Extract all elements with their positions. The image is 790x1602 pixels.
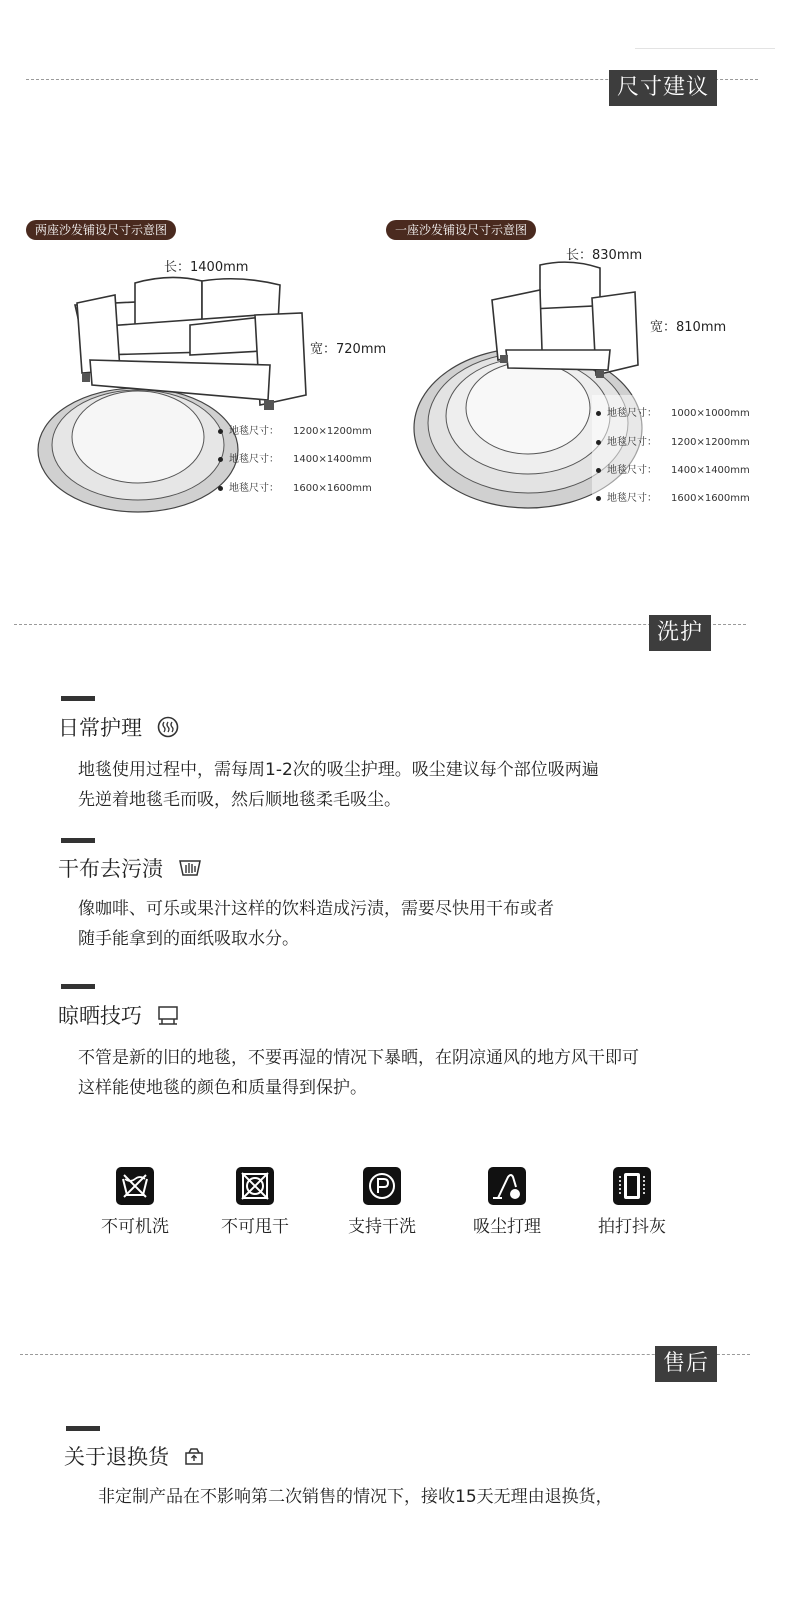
drying-rack-icon <box>157 1004 179 1031</box>
no-machine-wash-icon <box>116 1167 154 1205</box>
return-box-icon <box>184 1446 204 1471</box>
care-item-text: 不管是新的旧的地毯，不要再湿的情况下暴晒，在阴凉通风的地方风干即可 这样能使地毯的颜色和质量得到保护。 <box>78 1048 639 1098</box>
bullet-dot <box>596 468 601 473</box>
vacuum-icon <box>488 1167 526 1205</box>
bullet-dot <box>596 440 601 445</box>
symbol-label: 不可甩干 <box>221 1217 289 1237</box>
after-sales-tag: 售后 <box>655 1346 717 1382</box>
bullet-dot <box>218 429 223 434</box>
after-sales-title: 关于退换货 <box>64 1441 204 1471</box>
bullet-dot <box>596 496 601 501</box>
care-item-text: 像咖啡、可乐或果汁这样的饮料造成污渍，需要尽快用干布或者 随手能拿到的面纸吸取水分。 <box>78 899 554 949</box>
one-seat-length: 长：830mm <box>566 248 643 263</box>
care-section-divider <box>14 624 746 625</box>
care-section-tag: 洗护 <box>649 615 711 651</box>
two-seat-rug-label: 地毯尺寸： 1600×1600mm <box>218 479 372 494</box>
two-seat-caption: 两座沙发铺设尺寸示意图 <box>26 220 176 240</box>
hand-wash-icon <box>178 857 202 884</box>
care-item-title: 晾晒技巧 <box>58 1000 179 1031</box>
symbol-label: 吸尘打理 <box>473 1217 541 1237</box>
title-accent-bar <box>61 696 95 701</box>
after-sales-text: 非定制产品在不影响第二次销售的情况下，接收15天无理由退换货， <box>98 1487 613 1507</box>
symbol-label: 拍打抖灰 <box>598 1217 666 1237</box>
care-item-text: 地毯使用过程中，需每周1-2次的吸尘护理。吸尘建议每个部位吸两遍 先逆着地毯毛而吸，然后顺地毯柔毛吸尘。 <box>78 760 599 810</box>
two-seat-width: 宽：720mm <box>310 342 387 357</box>
care-item-title: 日常护理 <box>58 712 179 743</box>
title-accent-bar <box>61 984 95 989</box>
title-accent-bar <box>61 838 95 843</box>
beat-dust-icon <box>613 1167 651 1205</box>
care-item-title: 干布去污渍 <box>58 853 202 884</box>
after-sales-divider <box>20 1354 750 1355</box>
two-seat-rug-label: 地毯尺寸： 1400×1400mm <box>218 450 372 465</box>
bullet-dot <box>596 411 601 416</box>
one-seat-rug-label: 地毯尺寸： 1000×1000mm <box>596 404 750 419</box>
no-tumble-dry-icon <box>236 1167 274 1205</box>
symbol-label: 不可机洗 <box>101 1217 169 1237</box>
top-divider <box>635 48 775 49</box>
one-seat-rug-label: 地毯尺寸： 1600×1600mm <box>596 489 750 504</box>
two-seat-rug-label: 地毯尺寸： 1200×1200mm <box>218 422 372 437</box>
one-seat-sofa-illustration <box>410 250 670 520</box>
symbol-label: 支持干洗 <box>348 1217 416 1237</box>
one-seat-caption: 一座沙发铺设尺寸示意图 <box>386 220 536 240</box>
bullet-dot <box>218 486 223 491</box>
bullet-dot <box>218 457 223 462</box>
title-accent-bar <box>66 1426 100 1431</box>
one-seat-width: 宽：810mm <box>650 320 727 335</box>
steam-icon <box>157 716 179 743</box>
two-seat-length: 长：1400mm <box>164 260 249 275</box>
dry-clean-icon <box>363 1167 401 1205</box>
one-seat-rug-label: 地毯尺寸： 1200×1200mm <box>596 433 750 448</box>
size-section-tag: 尺寸建议 <box>609 70 717 106</box>
one-seat-rug-label: 地毯尺寸： 1400×1400mm <box>596 461 750 476</box>
